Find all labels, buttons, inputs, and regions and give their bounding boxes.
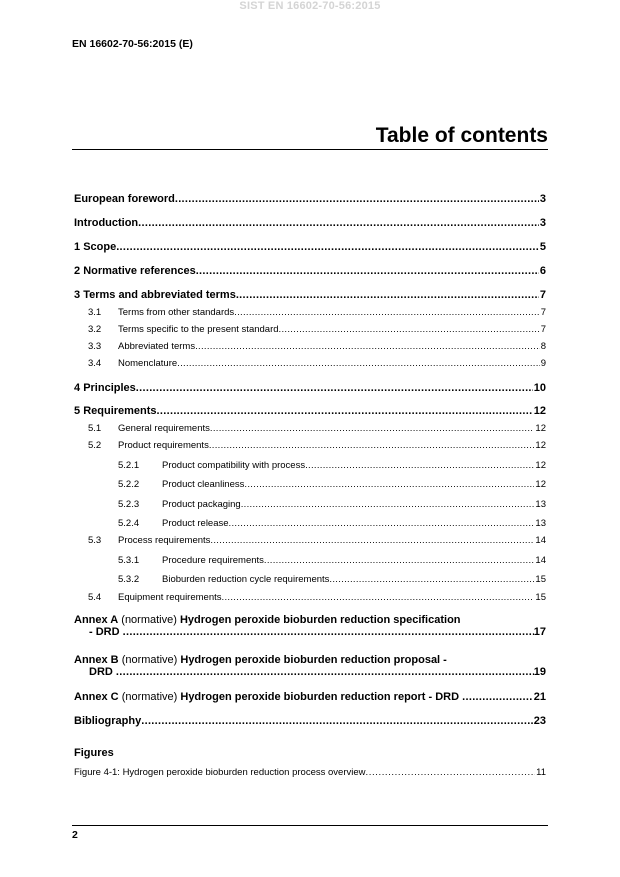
toc-page: 15 — [535, 592, 546, 603]
annex-title: Hydrogen peroxide bioburden reduction proposal - — [180, 654, 447, 666]
toc-page: 12 — [535, 479, 546, 490]
toc-number: 1 — [74, 241, 81, 253]
toc-label: European foreword — [74, 193, 175, 205]
toc-label: Bioburden reduction cycle requirements — [162, 574, 330, 585]
toc-leader — [196, 265, 539, 277]
toc-entry-equipment-requirements[interactable] — [88, 592, 546, 603]
toc-page: 9 — [540, 358, 546, 369]
toc-entry-product-cleanliness[interactable] — [118, 479, 546, 490]
toc-number: 5.3 — [88, 535, 102, 546]
toc-number: 2 — [74, 265, 81, 277]
annex-b-second-line — [74, 666, 546, 678]
toc-entry-nomenclature[interactable] — [88, 358, 546, 369]
toc-leader — [305, 460, 534, 471]
toc-page: 12 — [535, 423, 546, 434]
annex-normative: (normative) — [121, 691, 178, 703]
toc-number: 3.2 — [88, 324, 102, 335]
toc-page: 7 — [540, 324, 546, 335]
annex-title: Hydrogen peroxide bioburden reduction report - DRD — [180, 691, 460, 703]
toc-number: 3.3 — [88, 341, 102, 352]
toc-page: 8 — [540, 341, 546, 352]
toc-label: Terms from other standards — [118, 307, 235, 318]
toc-leader — [210, 423, 535, 434]
toc-label: Product cleanliness — [162, 479, 245, 490]
toc-label: Nomenclature — [118, 358, 178, 369]
toc-page: 13 — [535, 499, 546, 510]
toc-entry-annex-b[interactable] — [74, 654, 546, 678]
toc-entry-terms-other[interactable] — [88, 307, 546, 318]
toc-entry-product-requirements[interactable] — [88, 440, 546, 451]
toc-label: Normative references — [83, 265, 196, 277]
toc-number: 3.4 — [88, 358, 102, 369]
toc-leader — [366, 767, 536, 778]
toc-leader — [229, 518, 535, 529]
footer-rule — [72, 825, 548, 826]
toc-page: 12 — [533, 405, 546, 417]
toc-label: Scope — [83, 241, 117, 253]
toc-leader — [222, 592, 535, 603]
toc-page: 6 — [539, 265, 546, 277]
toc-number: 5 — [74, 405, 81, 417]
toc-leader — [138, 217, 539, 229]
toc-number: 4 — [74, 382, 81, 394]
toc-entry-terms-specific[interactable] — [88, 324, 546, 335]
toc-page: 15 — [535, 574, 546, 585]
toc-page: 13 — [535, 518, 546, 529]
annex-prefix: Annex A — [74, 614, 119, 626]
toc-label: Bibliography — [74, 715, 142, 727]
document-id: EN 16602-70-56:2015 (E) — [72, 38, 193, 50]
toc-leader — [264, 555, 535, 566]
toc-number: 5.4 — [88, 592, 102, 603]
toc-page: 19 — [533, 666, 546, 678]
toc-number: 5.3.2 — [118, 574, 140, 585]
toc-leader — [175, 193, 539, 205]
page-number: 2 — [72, 829, 78, 841]
annex-title: Hydrogen peroxide bioburden reduction specification — [179, 614, 461, 626]
toc-number: 3.1 — [88, 307, 102, 318]
toc-label: Terms specific to the present standard — [118, 324, 279, 335]
toc-leader — [157, 405, 533, 417]
toc-page: 5 — [539, 241, 546, 253]
toc-leader — [244, 479, 534, 490]
toc-label: Principles — [83, 382, 136, 394]
toc-leader — [116, 666, 534, 678]
toc-entry-annex-c[interactable] — [74, 691, 546, 703]
toc-leader — [236, 289, 539, 301]
toc-entry-bibliography[interactable] — [74, 715, 546, 727]
toc-leader — [136, 382, 533, 394]
figure-page: 11 — [536, 767, 546, 778]
toc-number: 5.2 — [88, 440, 102, 451]
watermark: SIST EN 16602-70-56:2015 — [239, 0, 381, 12]
toc-entry-process-requirements[interactable] — [88, 535, 546, 546]
toc-leader — [462, 691, 533, 703]
toc-number: 3 — [74, 289, 81, 301]
toc-leader — [234, 307, 540, 318]
toc-page: 21 — [533, 691, 546, 703]
toc-label: Equipment requirements — [118, 592, 222, 603]
toc-number: 5.2.1 — [118, 460, 140, 471]
toc-entry-cycle-requirements[interactable] — [118, 574, 546, 585]
annex-prefix: Annex C — [74, 691, 119, 703]
toc-label: Procedure requirements — [162, 555, 264, 566]
toc-label: Product release — [162, 518, 229, 529]
toc-entry-annex-a[interactable] — [74, 614, 546, 638]
annex-continuation: - DRD — [89, 626, 120, 638]
toc-label: Product requirements — [118, 440, 209, 451]
title-rule — [72, 149, 548, 150]
toc-entry-general-requirements[interactable] — [88, 423, 546, 434]
toc-entry-scope[interactable] — [74, 241, 546, 253]
toc-leader — [241, 499, 535, 510]
toc-leader — [116, 241, 539, 253]
toc-label: Introduction — [74, 217, 139, 229]
toc-label: Requirements — [83, 405, 157, 417]
figure-entry-4-1[interactable] — [74, 767, 546, 778]
toc-number: 5.2.3 — [118, 499, 140, 510]
toc-page: 3 — [539, 193, 546, 205]
toc-number: 5.2.4 — [118, 518, 140, 529]
annex-continuation: DRD — [89, 666, 113, 678]
toc-page: 14 — [535, 555, 546, 566]
toc-leader — [279, 324, 540, 335]
toc-entry-normative-references[interactable] — [74, 265, 546, 277]
annex-normative: (normative) — [121, 614, 177, 626]
toc-page: 3 — [539, 217, 546, 229]
toc-entry-procedure-requirements[interactable] — [118, 555, 546, 566]
toc-label: Abbreviated terms — [118, 341, 196, 352]
toc-page: 7 — [540, 307, 546, 318]
toc-entry-requirements[interactable] — [74, 405, 546, 417]
toc-leader — [329, 574, 534, 585]
toc-number: 5.3.1 — [118, 555, 140, 566]
toc-page: 14 — [535, 535, 546, 546]
page-title: Table of contents — [375, 124, 548, 147]
toc-entry-abbreviated-terms[interactable] — [88, 341, 546, 352]
toc-label: Product packaging — [162, 499, 241, 510]
toc-page: 17 — [533, 626, 546, 638]
toc-entry-introduction[interactable] — [74, 217, 546, 229]
toc-number: 5.1 — [88, 423, 102, 434]
annex-b-first-line — [74, 654, 546, 666]
toc-page: 23 — [533, 715, 546, 727]
toc-entry-terms[interactable] — [74, 289, 546, 301]
toc-entry-product-packaging[interactable] — [118, 499, 546, 510]
annex-normative: (normative) — [121, 654, 178, 666]
toc-leader — [195, 341, 540, 352]
toc-page: 12 — [535, 460, 546, 471]
toc-page: 10 — [533, 382, 546, 394]
toc-entry-product-compatibility[interactable] — [118, 460, 546, 471]
toc-page: 7 — [539, 289, 546, 301]
toc-entry-european-foreword[interactable] — [74, 193, 546, 205]
toc-leader — [177, 358, 540, 369]
annex-a-first-line — [74, 614, 546, 626]
toc-leader — [210, 535, 534, 546]
figures-heading: Figures — [74, 747, 114, 759]
toc-entry-product-release[interactable] — [118, 518, 546, 529]
toc-label: Terms and abbreviated terms — [83, 289, 236, 301]
annex-a-second-line — [74, 626, 546, 638]
toc-leader — [209, 440, 535, 451]
toc-label: Product compatibility with process — [162, 460, 306, 471]
figure-label: Figure 4-1: Hydrogen peroxide bioburden reduction process overview — [74, 767, 366, 778]
toc-leader — [123, 626, 534, 638]
toc-number: 5.2.2 — [118, 479, 140, 490]
toc-page: 12 — [535, 440, 546, 451]
toc-label: General requirements — [118, 423, 210, 434]
toc-label: Process requirements — [118, 535, 211, 546]
toc-leader — [141, 715, 533, 727]
toc-entry-principles[interactable] — [74, 382, 546, 394]
annex-prefix: Annex B — [74, 654, 119, 666]
